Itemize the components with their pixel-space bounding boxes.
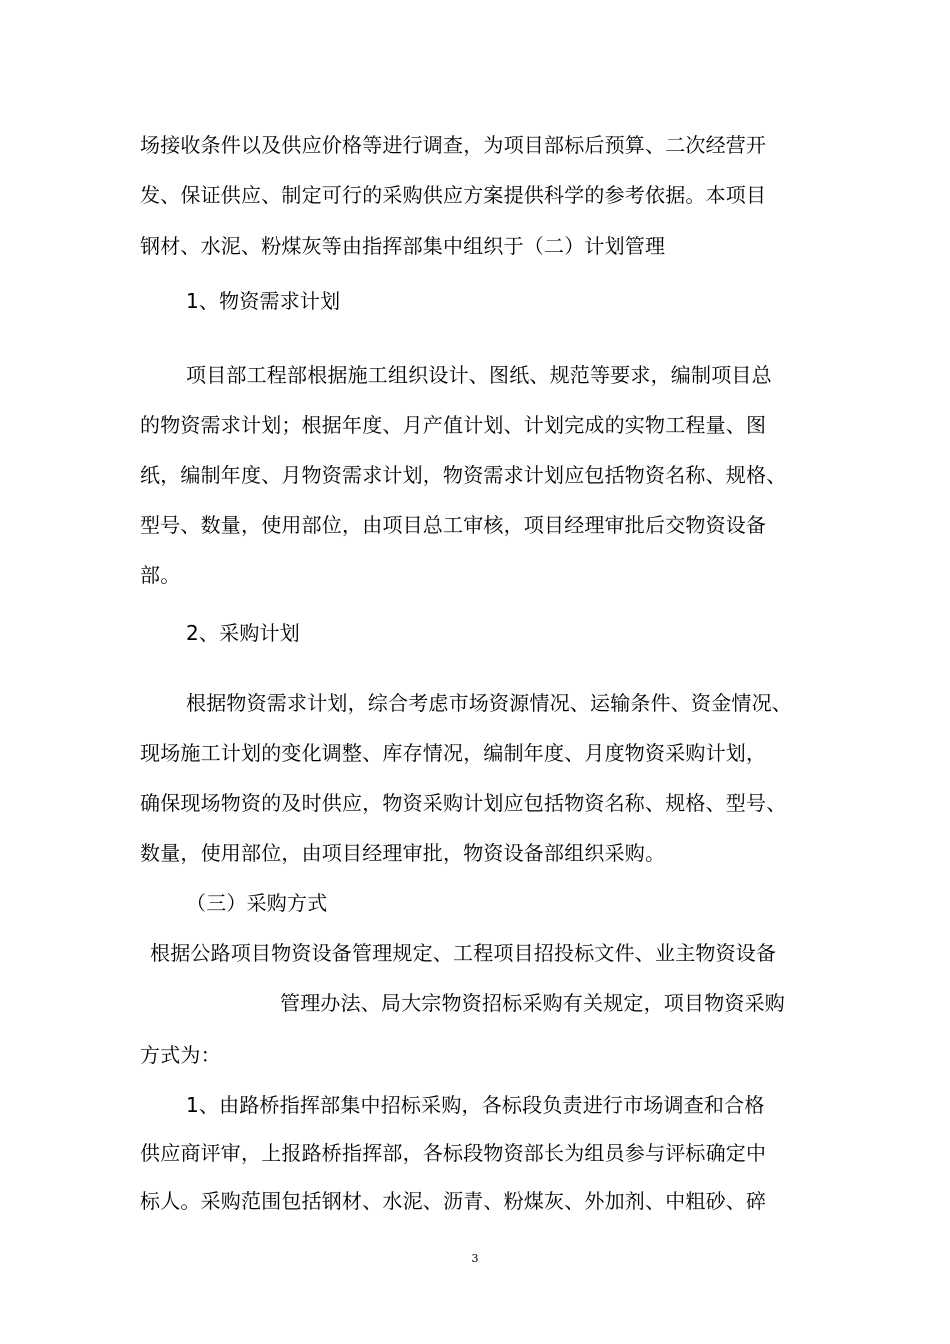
body-text-line: 方式为： xyxy=(140,1043,221,1067)
body-text-line: 根据物资需求计划，综合考虑市场资源情况、运输条件、资金情况、 xyxy=(186,691,792,715)
body-text-line: 的物资需求计划；根据年度、月产值计划、计划完成的实物工程量、图 xyxy=(140,413,767,437)
body-text-line: 型号、数量，使用部位，由项目总工审核，项目经理审批后交物资设备 xyxy=(140,513,767,537)
body-text-line: 现场施工计划的变化调整、库存情况，编制年度、月度物资采购计划， xyxy=(140,741,767,765)
body-text-line: 部。 xyxy=(140,563,181,587)
body-text-line: 供应商评审，上报路桥指挥部，各标段物资部长为组员参与评标确定中 xyxy=(140,1141,767,1165)
body-text-line: 发、保证供应、制定可行的采购供应方案提供科学的参考依据。本项目 xyxy=(140,183,767,207)
body-text-line: 钢材、水泥、粉煤灰等由指挥部集中组织于（二）计划管理 xyxy=(140,234,666,258)
body-text-line: 管理办法、局大宗物资招标采购有关规定，项目物资采购 xyxy=(280,991,785,1015)
body-text-line: 场接收条件以及供应价格等进行调查，为项目部标后预算、二次经营开 xyxy=(140,133,767,157)
body-text-line: 项目部工程部根据施工组织设计、图纸、规范等要求，编制项目总 xyxy=(186,363,772,387)
section-heading: （三）采购方式 xyxy=(186,891,328,915)
body-text-line: 1、由路桥指挥部集中招标采购，各标段负责进行市场调查和合格 xyxy=(186,1093,765,1117)
body-text-line: 确保现场物资的及时供应，物资采购计划应包括物资名称、规格、型号、 xyxy=(140,791,787,815)
body-text-line: 纸，编制年度、月物资需求计划，物资需求计划应包括物资名称、规格、 xyxy=(140,463,787,487)
body-text-line: 数量，使用部位，由项目经理审批，物资设备部组织采购。 xyxy=(140,841,666,865)
body-text-line: 标人。采购范围包括钢材、水泥、沥青、粉煤灰、外加剂、中粗砂、碎 xyxy=(140,1189,767,1213)
body-text-line: 根据公路项目物资设备管理规定、工程项目招投标文件、业主物资设备 xyxy=(150,941,777,965)
section-heading: 1、物资需求计划 xyxy=(186,289,341,313)
page-number: 3 xyxy=(471,1252,479,1265)
section-heading: 2、采购计划 xyxy=(186,621,300,645)
